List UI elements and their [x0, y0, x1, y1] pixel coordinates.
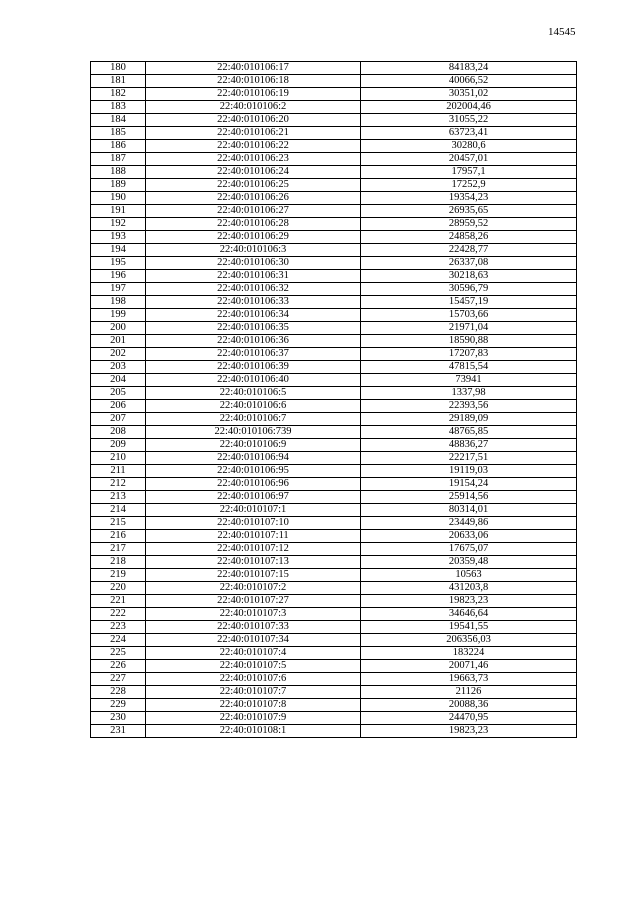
cadastral-number-cell: 22:40:010107:1	[146, 504, 361, 517]
row-number-cell: 187	[91, 153, 146, 166]
cadastral-number-cell: 22:40:010106:27	[146, 205, 361, 218]
table-row	[91, 244, 577, 257]
row-number-cell: 221	[91, 595, 146, 608]
value-cell: 31055,22	[361, 114, 577, 127]
row-number-cell: 230	[91, 712, 146, 725]
table-row	[91, 192, 577, 205]
cadastral-number-cell: 22:40:010106:39	[146, 361, 361, 374]
value-cell: 63723,41	[361, 127, 577, 140]
table-row	[91, 426, 577, 439]
row-number-cell: 209	[91, 439, 146, 452]
row-number-cell: 199	[91, 309, 146, 322]
row-number-cell: 193	[91, 231, 146, 244]
cadastral-number-cell: 22:40:010107:2	[146, 582, 361, 595]
table-row	[91, 166, 577, 179]
value-cell: 26935,65	[361, 205, 577, 218]
cadastral-number-cell: 22:40:010106:6	[146, 400, 361, 413]
data-table	[90, 61, 577, 738]
value-cell: 17252,9	[361, 179, 577, 192]
cadastral-number-cell: 22:40:010106:31	[146, 270, 361, 283]
table-row	[91, 608, 577, 621]
cadastral-number-cell: 22:40:010106:30	[146, 257, 361, 270]
table-row	[91, 647, 577, 660]
value-cell: 1337,98	[361, 387, 577, 400]
row-number-cell: 185	[91, 127, 146, 140]
value-cell: 84183,24	[361, 62, 577, 75]
row-number-cell: 197	[91, 283, 146, 296]
table-row	[91, 231, 577, 244]
value-cell: 22393,56	[361, 400, 577, 413]
row-number-cell: 225	[91, 647, 146, 660]
table-row	[91, 569, 577, 582]
cadastral-number-cell: 22:40:010107:27	[146, 595, 361, 608]
table-row	[91, 660, 577, 673]
table-row	[91, 725, 577, 738]
value-cell: 20359,48	[361, 556, 577, 569]
value-cell: 19823,23	[361, 595, 577, 608]
row-number-cell: 231	[91, 725, 146, 738]
table-row	[91, 673, 577, 686]
cadastral-number-cell: 22:40:010106:5	[146, 387, 361, 400]
row-number-cell: 207	[91, 413, 146, 426]
table-row	[91, 387, 577, 400]
cadastral-number-cell: 22:40:010106:36	[146, 335, 361, 348]
cadastral-number-cell: 22:40:010106:22	[146, 140, 361, 153]
cadastral-number-cell: 22:40:010107:6	[146, 673, 361, 686]
row-number-cell: 181	[91, 75, 146, 88]
cadastral-number-cell: 22:40:010107:34	[146, 634, 361, 647]
row-number-cell: 183	[91, 101, 146, 114]
table-row	[91, 465, 577, 478]
cadastral-number-cell: 22:40:010107:12	[146, 543, 361, 556]
value-cell: 20071,46	[361, 660, 577, 673]
value-cell: 20457,01	[361, 153, 577, 166]
table-row	[91, 270, 577, 283]
cadastral-number-cell: 22:40:010107:15	[146, 569, 361, 582]
value-cell: 22217,51	[361, 452, 577, 465]
cadastral-number-cell: 22:40:010106:94	[146, 452, 361, 465]
value-cell: 26337,08	[361, 257, 577, 270]
value-cell: 25914,56	[361, 491, 577, 504]
table-row	[91, 634, 577, 647]
value-cell: 73941	[361, 374, 577, 387]
value-cell: 431203,8	[361, 582, 577, 595]
table-row	[91, 530, 577, 543]
row-number-cell: 188	[91, 166, 146, 179]
cadastral-number-cell: 22:40:010106:7	[146, 413, 361, 426]
cadastral-number-cell: 22:40:010106:97	[146, 491, 361, 504]
cadastral-number-cell: 22:40:010107:4	[146, 647, 361, 660]
table-row	[91, 62, 577, 75]
row-number-cell: 203	[91, 361, 146, 374]
table-row	[91, 322, 577, 335]
row-number-cell: 180	[91, 62, 146, 75]
row-number-cell: 218	[91, 556, 146, 569]
row-number-cell: 192	[91, 218, 146, 231]
cadastral-number-cell: 22:40:010107:7	[146, 686, 361, 699]
row-number-cell: 212	[91, 478, 146, 491]
value-cell: 15457,19	[361, 296, 577, 309]
value-cell: 206356,03	[361, 634, 577, 647]
table-row	[91, 699, 577, 712]
row-number-cell: 227	[91, 673, 146, 686]
table-row	[91, 582, 577, 595]
value-cell: 34646,64	[361, 608, 577, 621]
cadastral-number-cell: 22:40:010106:18	[146, 75, 361, 88]
value-cell: 18590,88	[361, 335, 577, 348]
cadastral-number-cell: 22:40:010107:5	[146, 660, 361, 673]
table-row	[91, 296, 577, 309]
table-row	[91, 361, 577, 374]
row-number-cell: 189	[91, 179, 146, 192]
value-cell: 19823,23	[361, 725, 577, 738]
cadastral-number-cell: 22:40:010108:1	[146, 725, 361, 738]
cadastral-number-cell: 22:40:010106:32	[146, 283, 361, 296]
row-number-cell: 217	[91, 543, 146, 556]
row-number-cell: 220	[91, 582, 146, 595]
cadastral-number-cell: 22:40:010106:3	[146, 244, 361, 257]
row-number-cell: 224	[91, 634, 146, 647]
table-row	[91, 101, 577, 114]
cadastral-number-cell: 22:40:010106:9	[146, 439, 361, 452]
value-cell: 15703,66	[361, 309, 577, 322]
table-row	[91, 452, 577, 465]
value-cell: 21126	[361, 686, 577, 699]
cadastral-number-cell: 22:40:010106:33	[146, 296, 361, 309]
row-number-cell: 216	[91, 530, 146, 543]
cadastral-number-cell: 22:40:010106:2	[146, 101, 361, 114]
cadastral-number-cell: 22:40:010107:3	[146, 608, 361, 621]
value-cell: 183224	[361, 647, 577, 660]
value-cell: 24858,26	[361, 231, 577, 244]
cadastral-number-cell: 22:40:010107:10	[146, 517, 361, 530]
value-cell: 48836,27	[361, 439, 577, 452]
value-cell: 19119,03	[361, 465, 577, 478]
table-row	[91, 348, 577, 361]
value-cell: 30351,02	[361, 88, 577, 101]
table-row	[91, 374, 577, 387]
row-number-cell: 198	[91, 296, 146, 309]
table-row	[91, 712, 577, 725]
cadastral-number-cell: 22:40:010107:11	[146, 530, 361, 543]
table-row	[91, 413, 577, 426]
row-number-cell: 228	[91, 686, 146, 699]
cadastral-number-cell: 22:40:010106:95	[146, 465, 361, 478]
cadastral-number-cell: 22:40:010106:25	[146, 179, 361, 192]
value-cell: 20088,36	[361, 699, 577, 712]
cadastral-number-cell: 22:40:010107:9	[146, 712, 361, 725]
value-cell: 17675,07	[361, 543, 577, 556]
row-number-cell: 200	[91, 322, 146, 335]
table-body	[91, 62, 577, 738]
row-number-cell: 206	[91, 400, 146, 413]
cadastral-number-cell: 22:40:010107:13	[146, 556, 361, 569]
value-cell: 22428,77	[361, 244, 577, 257]
cadastral-number-cell: 22:40:010106:26	[146, 192, 361, 205]
row-number-cell: 204	[91, 374, 146, 387]
value-cell: 20633,06	[361, 530, 577, 543]
row-number-cell: 194	[91, 244, 146, 257]
cadastral-number-cell: 22:40:010106:35	[146, 322, 361, 335]
cadastral-number-cell: 22:40:010106:24	[146, 166, 361, 179]
row-number-cell: 186	[91, 140, 146, 153]
row-number-cell: 184	[91, 114, 146, 127]
value-cell: 30280,6	[361, 140, 577, 153]
value-cell: 47815,54	[361, 361, 577, 374]
value-cell: 30218,63	[361, 270, 577, 283]
row-number-cell: 191	[91, 205, 146, 218]
value-cell: 21971,04	[361, 322, 577, 335]
row-number-cell: 226	[91, 660, 146, 673]
cadastral-number-cell: 22:40:010106:40	[146, 374, 361, 387]
table-row	[91, 439, 577, 452]
table-row	[91, 621, 577, 634]
table-row	[91, 179, 577, 192]
page-number: 14545	[548, 26, 576, 38]
value-cell: 80314,01	[361, 504, 577, 517]
row-number-cell: 202	[91, 348, 146, 361]
row-number-cell: 214	[91, 504, 146, 517]
cadastral-number-cell: 22:40:010106:37	[146, 348, 361, 361]
value-cell: 28959,52	[361, 218, 577, 231]
table-row	[91, 257, 577, 270]
table-row	[91, 127, 577, 140]
table-row	[91, 153, 577, 166]
table-row	[91, 114, 577, 127]
table-row	[91, 205, 577, 218]
table-row	[91, 478, 577, 491]
row-number-cell: 229	[91, 699, 146, 712]
table-row	[91, 218, 577, 231]
cadastral-number-cell: 22:40:010106:34	[146, 309, 361, 322]
row-number-cell: 208	[91, 426, 146, 439]
cadastral-number-cell: 22:40:010107:33	[146, 621, 361, 634]
value-cell: 19541,55	[361, 621, 577, 634]
table-row	[91, 686, 577, 699]
row-number-cell: 223	[91, 621, 146, 634]
table-row	[91, 400, 577, 413]
value-cell: 19663,73	[361, 673, 577, 686]
value-cell: 17207,83	[361, 348, 577, 361]
row-number-cell: 205	[91, 387, 146, 400]
row-number-cell: 210	[91, 452, 146, 465]
table-row	[91, 335, 577, 348]
row-number-cell: 222	[91, 608, 146, 621]
table-row	[91, 75, 577, 88]
cadastral-number-cell: 22:40:010106:20	[146, 114, 361, 127]
table-row	[91, 517, 577, 530]
value-cell: 23449,86	[361, 517, 577, 530]
cadastral-number-cell: 22:40:010106:21	[146, 127, 361, 140]
table-row	[91, 491, 577, 504]
value-cell: 19354,23	[361, 192, 577, 205]
value-cell: 202004,46	[361, 101, 577, 114]
table-row	[91, 283, 577, 296]
table-row	[91, 140, 577, 153]
value-cell: 10563	[361, 569, 577, 582]
value-cell: 30596,79	[361, 283, 577, 296]
cadastral-number-cell: 22:40:010107:8	[146, 699, 361, 712]
cadastral-number-cell: 22:40:010106:19	[146, 88, 361, 101]
table-row	[91, 309, 577, 322]
table-row	[91, 595, 577, 608]
value-cell: 40066,52	[361, 75, 577, 88]
row-number-cell: 211	[91, 465, 146, 478]
cadastral-number-cell: 22:40:010106:17	[146, 62, 361, 75]
cadastral-number-cell: 22:40:010106:96	[146, 478, 361, 491]
row-number-cell: 190	[91, 192, 146, 205]
value-cell: 24470,95	[361, 712, 577, 725]
value-cell: 17957,1	[361, 166, 577, 179]
cadastral-number-cell: 22:40:010106:23	[146, 153, 361, 166]
value-cell: 19154,24	[361, 478, 577, 491]
table-row	[91, 556, 577, 569]
row-number-cell: 195	[91, 257, 146, 270]
row-number-cell: 219	[91, 569, 146, 582]
value-cell: 48765,85	[361, 426, 577, 439]
row-number-cell: 215	[91, 517, 146, 530]
value-cell: 29189,09	[361, 413, 577, 426]
cadastral-number-cell: 22:40:010106:29	[146, 231, 361, 244]
cadastral-number-cell: 22:40:010106:739	[146, 426, 361, 439]
row-number-cell: 182	[91, 88, 146, 101]
table-row	[91, 88, 577, 101]
row-number-cell: 201	[91, 335, 146, 348]
cadastral-number-cell: 22:40:010106:28	[146, 218, 361, 231]
row-number-cell: 213	[91, 491, 146, 504]
row-number-cell: 196	[91, 270, 146, 283]
table-row	[91, 504, 577, 517]
table-row	[91, 543, 577, 556]
